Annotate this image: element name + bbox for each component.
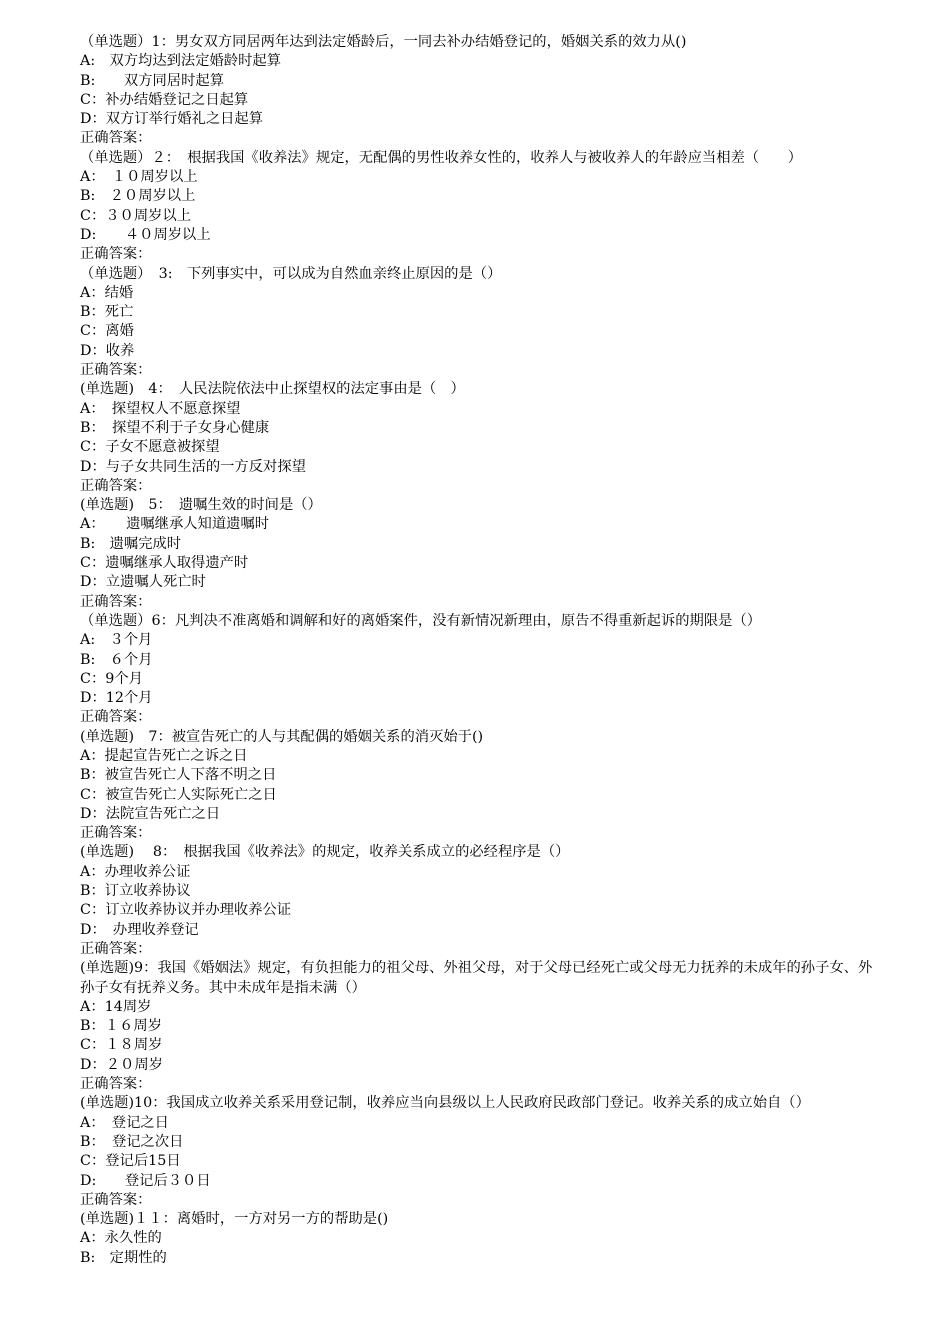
answer-option: B: 定期性的 bbox=[80, 1249, 167, 1266]
answer-option: B： 探望不利于子女身心健康 bbox=[80, 419, 270, 436]
answer-option: A： 遗嘱继承人知道遗嘱时 bbox=[80, 516, 270, 533]
answer-option: D：12个月 bbox=[80, 690, 153, 707]
answer-option: B：被宣告死亡人下落不明之日 bbox=[80, 767, 277, 784]
answer-option: C：9个月 bbox=[80, 670, 143, 687]
answer-option: A： 探望权人不愿意探望 bbox=[80, 400, 241, 417]
question-block bbox=[80, 1094, 880, 1210]
question-block bbox=[80, 843, 880, 959]
question-block bbox=[80, 496, 880, 612]
question-stem: (单选题) 5： 遗嘱生效的时间是（） bbox=[80, 497, 322, 514]
answer-option: A：永久性的 bbox=[80, 1230, 162, 1247]
answer-option: A：结婚 bbox=[80, 284, 134, 301]
question-stem: (单选题) 7：被宣告死亡的人与其配偶的婚姻关系的消灭始于() bbox=[80, 728, 484, 745]
question-block bbox=[80, 728, 880, 844]
question-block bbox=[80, 265, 880, 381]
answer-option: C：被宣告死亡人实际死亡之日 bbox=[80, 786, 277, 803]
question-stem: （单选题）1：男女双方同居两年达到法定婚龄后，一同去补办结婚登记的，婚姻关系的效力从() bbox=[80, 34, 687, 50]
answer-option: D：双方订举行婚礼之日起算 bbox=[80, 111, 264, 128]
answer-option: D：收养 bbox=[80, 342, 135, 359]
answer-option: A：办理收养公证 bbox=[80, 863, 191, 880]
question-stem: （单选题）6：凡判决不准离婚和调解和好的离婚案件，没有新情况新理由，原告不得重新起诉的期限是（） bbox=[80, 612, 762, 629]
answer-option: C：３０周岁以上 bbox=[80, 207, 192, 224]
correct-answer-label: 正确答案： bbox=[80, 1191, 152, 1208]
correct-answer-label: 正确答案： bbox=[80, 709, 152, 726]
question-block bbox=[80, 33, 880, 149]
answer-option: A: ３个月 bbox=[80, 632, 153, 649]
correct-answer-label: 正确答案： bbox=[80, 362, 152, 379]
answer-option: A：14周岁 bbox=[80, 998, 152, 1015]
answer-option: D: ４０周岁以上 bbox=[80, 226, 211, 243]
correct-answer-label: 正确答案： bbox=[80, 940, 152, 957]
answer-option: C：订立收养协议并办理收养公证 bbox=[80, 902, 292, 919]
question-stem: (单选题) 8： 根据我国《收养法》的规定，收养关系成立的必经程序是（） bbox=[80, 844, 570, 861]
correct-answer-label: 正确答案： bbox=[80, 130, 152, 147]
question-block bbox=[80, 149, 880, 265]
question-block bbox=[80, 1210, 880, 1268]
answer-option: A： １０周岁以上 bbox=[80, 169, 198, 186]
question-block bbox=[80, 380, 880, 496]
answer-option: B：订立收养协议 bbox=[80, 883, 191, 900]
answer-option: B: ６个月 bbox=[80, 651, 153, 668]
answer-option: C：遗嘱继承人取得遗产时 bbox=[80, 555, 249, 572]
answer-option: D：２０周岁 bbox=[80, 1056, 163, 1073]
question-stem: （单选题） 3: 下列事实中，可以成为自然血亲终止原因的是（） bbox=[80, 265, 502, 282]
question-stem: (单选题)9：我国《婚姻法》规定，有负担能力的祖父母、外祖父母，对于父母已经死亡或父母无力抚养的未成年的孙子女、外孙子女有抚养义务。其中未成年是指未满（） bbox=[80, 960, 873, 996]
answer-option: B: 双方同居时起算 bbox=[80, 72, 224, 89]
answer-option: D：与子女共同生活的一方反对探望 bbox=[80, 458, 306, 475]
question-stem: (单选题)10：我国成立收养关系采用登记制，收养应当向县级以上人民政府民政部门登记。收养关系的成立始自（） bbox=[80, 1095, 810, 1112]
question-stem: (单选题) 4： 人民法院依法中止探望权的法定事由是（ ） bbox=[80, 381, 465, 398]
answer-option: A：提起宣告死亡之诉之日 bbox=[80, 747, 248, 764]
answer-option: A： 登记之日 bbox=[80, 1114, 169, 1131]
correct-answer-label: 正确答案： bbox=[80, 477, 152, 494]
correct-answer-label: 正确答案： bbox=[80, 246, 152, 263]
answer-option: D：法院宣告死亡之日 bbox=[80, 805, 221, 822]
correct-answer-label: 正确答案： bbox=[80, 1076, 152, 1093]
correct-answer-label: 正确答案： bbox=[80, 825, 152, 842]
question-stem: （单选题）２： 根据我国《收养法》规定，无配偶的男性收养女性的，收养人与被收养人的年龄应当相差（ ） bbox=[80, 149, 802, 166]
question-stem: (单选题)１１：离婚时，一方对另一方的帮助是() bbox=[80, 1211, 389, 1228]
answer-option: C：１８周岁 bbox=[80, 1037, 163, 1054]
answer-option: C：子女不愿意被探望 bbox=[80, 439, 220, 456]
answer-option: D：立遗嘱人死亡时 bbox=[80, 574, 206, 591]
answer-option: B: ２０周岁以上 bbox=[80, 188, 196, 205]
answer-option: C：补办结婚登记之日起算 bbox=[80, 91, 249, 108]
question-block bbox=[80, 959, 880, 1094]
document-body bbox=[80, 33, 880, 1268]
answer-option: A: 双方均达到法定婚龄时起算 bbox=[80, 53, 281, 70]
question-block bbox=[80, 612, 880, 728]
answer-option: B： 登记之次日 bbox=[80, 1133, 184, 1150]
answer-option: B：死亡 bbox=[80, 304, 134, 321]
answer-option: C：登记后15日 bbox=[80, 1153, 181, 1170]
correct-answer-label: 正确答案： bbox=[80, 593, 152, 610]
answer-option: D: 登记后３０日 bbox=[80, 1172, 211, 1189]
answer-option: B：１６周岁 bbox=[80, 1018, 162, 1035]
answer-option: D： 办理收养登记 bbox=[80, 921, 199, 938]
answer-option: B: 遗嘱完成时 bbox=[80, 535, 182, 552]
answer-option: C：离婚 bbox=[80, 323, 134, 340]
